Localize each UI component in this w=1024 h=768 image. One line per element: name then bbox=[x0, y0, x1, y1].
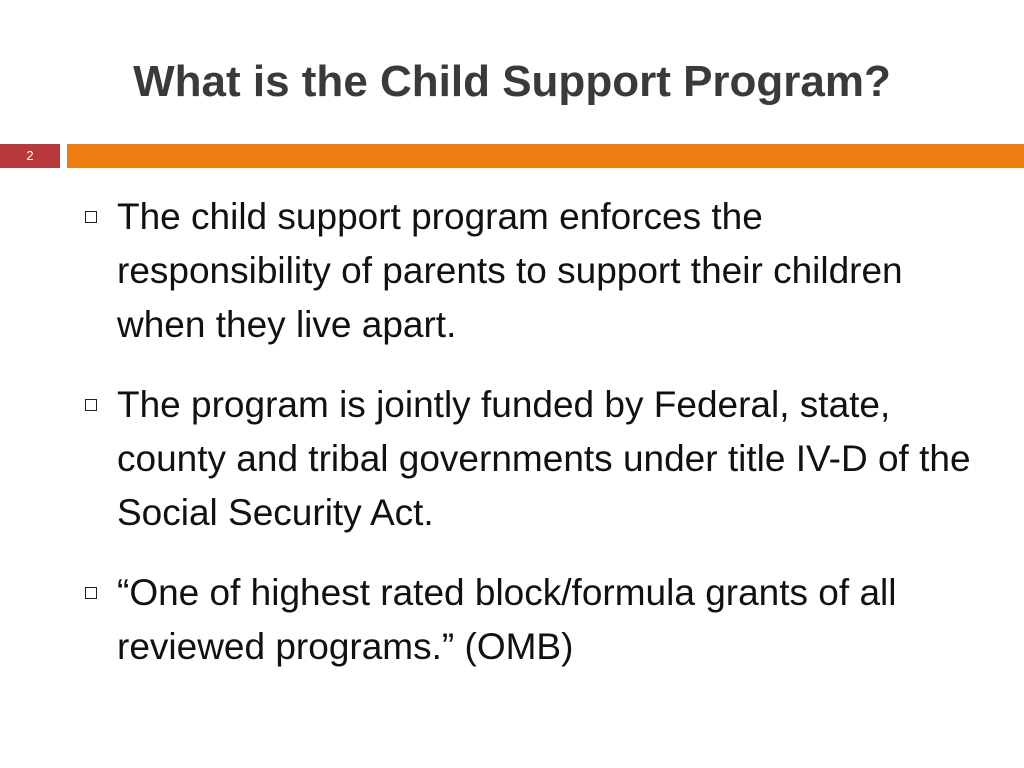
slide-number: 2 bbox=[0, 144, 60, 168]
slide-title: What is the Child Support Program? bbox=[133, 57, 891, 106]
accent-bar bbox=[67, 144, 1024, 168]
hollow-square-icon bbox=[85, 587, 97, 599]
bullet-item bbox=[84, 190, 984, 352]
bullet-text: The program is jointly funded by Federal, state, county and tribal governments under title IV-D of the Social Security Act. bbox=[117, 384, 971, 533]
bullet-item bbox=[84, 566, 984, 674]
bullet-text: The child support program enforces the responsibility of parents to support their children when they live apart. bbox=[117, 196, 903, 345]
hollow-square-icon bbox=[85, 399, 97, 411]
bullet-text: “One of highest rated block/formula grants of all reviewed programs.” (OMB) bbox=[117, 572, 897, 667]
bullet-list bbox=[84, 190, 984, 700]
hollow-square-icon bbox=[85, 211, 97, 223]
bullet-item bbox=[84, 378, 984, 540]
